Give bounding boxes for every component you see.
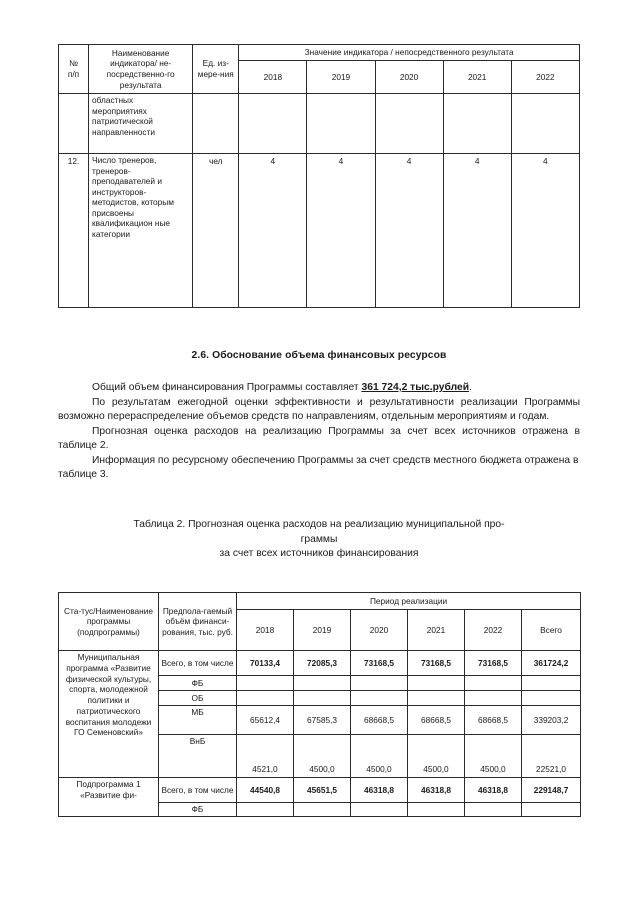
- header-cell-number: [59, 45, 89, 94]
- paragraph-total-funding: [58, 381, 580, 396]
- table-header-row: [59, 593, 581, 610]
- header-year-2019: 2019: [294, 610, 351, 651]
- value-total: 339203,2: [522, 706, 581, 735]
- value-2020: 68668,5: [351, 706, 408, 735]
- funding-source: МБ: [159, 706, 237, 735]
- row-value-2018: 4: [239, 154, 307, 308]
- value-2019: [294, 676, 351, 691]
- paragraph-table3-ref: Информация по ресурсному обеспечению Программы за счет средств местного бюджета отражена в таблице 3.: [58, 454, 579, 481]
- value-2018: [237, 676, 294, 691]
- value-2020: 4500,0: [351, 735, 408, 778]
- header-cell-volume: Предпола-гаемый объём финанси-рования, тыс. руб.: [159, 593, 237, 651]
- indicators-table: [58, 44, 580, 308]
- value-2021: [408, 803, 465, 817]
- header-total: Всего: [522, 610, 581, 651]
- value-2020: [351, 676, 408, 691]
- row-value-2022: 4: [511, 154, 579, 308]
- value-total: [522, 676, 581, 691]
- paragraph-table2-ref: Прогнозная оценка расходов на реализацию Программы за счет всех источников отражена в таблице 2.: [58, 425, 580, 452]
- value-2021: 68668,5: [408, 706, 465, 735]
- table-row: [59, 778, 581, 803]
- row-value-2021: 4: [443, 154, 511, 308]
- value-2022: [465, 676, 522, 691]
- header-number-line2: п/п: [67, 69, 80, 79]
- value-2021: 4500,0: [408, 735, 465, 778]
- header-cell-period: Период реализации: [237, 593, 581, 610]
- value-2018: 44540,8: [237, 778, 294, 803]
- table2-caption: [58, 518, 580, 562]
- row-value-2018: [239, 94, 307, 154]
- row-value-2020: [375, 94, 443, 154]
- header-year-2021: 2021: [408, 610, 465, 651]
- funding-source: ОБ: [159, 691, 237, 706]
- value-2020: [351, 691, 408, 706]
- section-heading: 2.6. Обоснование объема финансовых ресурсов: [191, 350, 447, 361]
- total-funding-amount: 361 724,2 тыс.рублей: [361, 382, 470, 393]
- header-year-2020: 2020: [351, 610, 408, 651]
- paragraph-reallocation: По результатам ежегодной оценки эффективности и результативности реализации Программы возможно перераспределение объемов средств по направлениям, отдельным мероприятиям и годам.: [58, 396, 580, 423]
- value-total: [522, 803, 581, 817]
- value-2020: 46318,8: [351, 778, 408, 803]
- value-2021: [408, 676, 465, 691]
- funding-source: ВнБ: [159, 735, 237, 778]
- value-2019: 45651,5: [294, 778, 351, 803]
- value-2019: 4500,0: [294, 735, 351, 778]
- funding-source: Всего, в том числе: [159, 778, 237, 803]
- program-name: Подпрограмма 1 «Развитие фи-: [59, 778, 159, 817]
- value-total: 361724,2: [522, 651, 581, 676]
- value-2022: 73168,5: [465, 651, 522, 676]
- table-row: [59, 154, 580, 308]
- row-value-2020: 4: [375, 154, 443, 308]
- value-2019: [294, 691, 351, 706]
- value-2022: [465, 803, 522, 817]
- header-year-2020: 2020: [375, 61, 443, 94]
- value-total: 22521,0: [522, 735, 581, 778]
- row-unit: чел: [193, 154, 239, 308]
- table2-caption-line3: за счет всех источников финансирования: [219, 548, 419, 560]
- row-indicator-name: областных мероприятиях патриотической направленности: [89, 94, 193, 154]
- value-2021: 46318,8: [408, 778, 465, 803]
- row-indicator-name: Число тренеров, тренеров-преподавателей и инструкторов-методистов, которым присвоены квалификацион ные категории: [89, 154, 193, 308]
- paragraph-suffix: .: [469, 382, 472, 393]
- header-year-2018: 2018: [237, 610, 294, 651]
- row-value-2019: [307, 94, 375, 154]
- row-value-2021: [443, 94, 511, 154]
- table2-caption-line1: Таблица 2. Прогнозная оценка расходов на реализацию муниципальной про-: [133, 519, 505, 530]
- value-total: [522, 691, 581, 706]
- paragraph-prefix: Общий объем финансирования Программы составляет: [92, 382, 362, 393]
- header-year-2019: 2019: [307, 61, 375, 94]
- value-2018: [237, 691, 294, 706]
- table-row: [59, 651, 581, 676]
- header-cell-status-name: Ста-тус/Наименование программы (подпрограммы): [59, 593, 159, 651]
- program-name: Муниципальная программа «Развитие физической культуры, спорта, молодежной политики и патриотического воспитания молодежи ГО Семеновский»: [59, 651, 159, 778]
- header-cell-indicator-name: Наименование индикатора/ не-посредственно-го результата: [89, 45, 193, 94]
- funding-source: ФБ: [159, 803, 237, 817]
- section-body: [58, 381, 580, 483]
- header-year-2022: 2022: [511, 61, 579, 94]
- value-2018: [237, 803, 294, 817]
- row-number: [59, 94, 89, 154]
- value-2022: [465, 691, 522, 706]
- value-2022: 4500,0: [465, 735, 522, 778]
- value-2018: 65612,4: [237, 706, 294, 735]
- value-2019: 72085,3: [294, 651, 351, 676]
- row-unit: [193, 94, 239, 154]
- header-cell-value-group: Значение индикатора / непосредственного результата: [239, 45, 580, 61]
- value-2019: 67585,3: [294, 706, 351, 735]
- value-2020: 73168,5: [351, 651, 408, 676]
- table-header-row: [59, 45, 580, 61]
- header-year-2018: 2018: [239, 61, 307, 94]
- value-2018: 4521,0: [237, 735, 294, 778]
- row-value-2022: [511, 94, 579, 154]
- value-2018: 70133,4: [237, 651, 294, 676]
- funding-source: Всего, в том числе: [159, 651, 237, 676]
- header-year-2022: 2022: [465, 610, 522, 651]
- value-2020: [351, 803, 408, 817]
- row-number: 12.: [59, 154, 89, 308]
- forecast-expenses-table: [58, 592, 581, 817]
- funding-source: ФБ: [159, 676, 237, 691]
- header-cell-unit: Ед. из-мере-ния: [193, 45, 239, 94]
- value-2022: 68668,5: [465, 706, 522, 735]
- value-2022: 46318,8: [465, 778, 522, 803]
- table2-caption-line2: граммы: [300, 533, 338, 545]
- value-total: 229148,7: [522, 778, 581, 803]
- header-year-2021: 2021: [443, 61, 511, 94]
- header-number-line1: №: [69, 58, 78, 69]
- row-value-2019: 4: [307, 154, 375, 308]
- value-2021: [408, 691, 465, 706]
- value-2021: 73168,5: [408, 651, 465, 676]
- table-row: [59, 94, 580, 154]
- value-2019: [294, 803, 351, 817]
